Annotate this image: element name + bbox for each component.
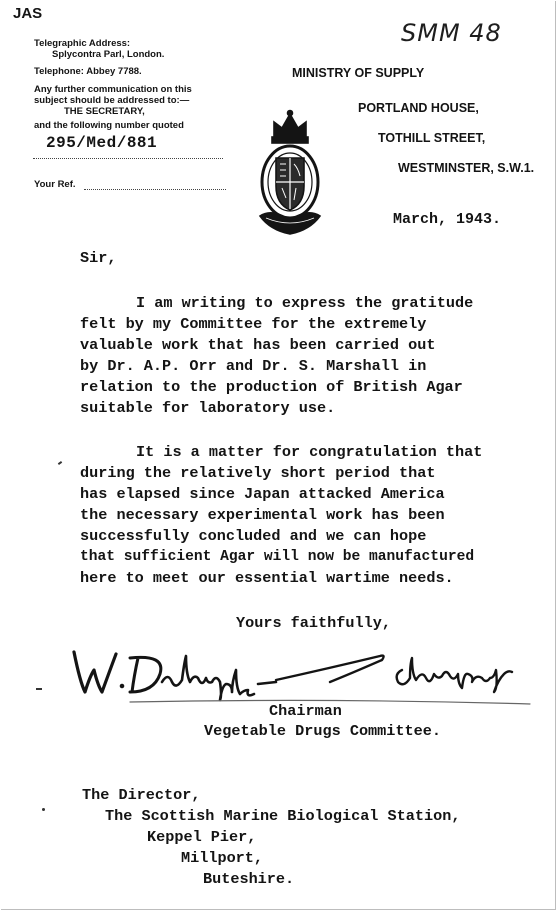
address-line-3: WESTMINSTER, S.W.1. [398,161,535,175]
paragraph2-line2: during the relatively short period that [80,464,436,482]
letter-date: March, 1943. [393,211,502,228]
ministry-name: MINISTRY OF SUPPLY [292,66,425,80]
further-communication-line1: Any further communication on this [34,84,192,95]
recipient-line-2: The Scottish Marine Biological Station, [105,807,461,825]
stray-mark [42,808,45,811]
recipient-line-1: The Director, [82,786,201,804]
paragraph2-line5: successfully concluded and we can hope [80,527,427,545]
paragraph1-line1: I am writing to express the gratitude [136,294,474,312]
paragraph1-line6: suitable for laboratory use. [80,399,336,417]
recipient-line-3: Keppel Pier, [147,828,257,846]
address-line-2: TOTHILL STREET, [378,131,486,145]
number-quoted-line: and the following number quoted [34,120,184,131]
paragraph2-line1: It is a matter for congratulation that [136,443,483,461]
paragraph1-line4: by Dr. A.P. Orr and Dr. S. Marshall in [80,357,427,375]
paragraph1-line2: felt by my Committee for the extremely [80,315,427,333]
handwritten-reference: SMM 48 [401,19,502,47]
signer-title: Chairman [269,702,342,720]
recipient-line-4: Millport, [181,849,264,867]
recipient-line-5: Buteshire. [203,870,295,888]
closing: Yours faithfully, [236,614,391,632]
salutation: Sir, [80,249,117,267]
reference-number: 295/Med/881 [46,134,158,152]
file-initials: JAS [13,5,43,22]
paragraph1-line5: relation to the production of British Agar [80,378,463,396]
telegraphic-address-label: Telegraphic Address: [34,38,131,49]
your-ref-label: Your Ref. [34,179,76,190]
signer-committee: Vegetable Drugs Committee. [204,722,441,740]
paragraph2-line6: that sufficient Agar will now be manufactured [80,549,475,565]
handwritten-signature [30,640,555,710]
paragraph2-line4: the necessary experimental work has been [80,506,445,524]
telegraphic-address-value: Splycontra Parl, London. [52,49,165,60]
your-ref-dotted-rule [84,189,226,190]
reference-dotted-rule [33,158,223,159]
secretary-line: THE SECRETARY, [64,106,145,117]
telephone-number: Telephone: Abbey 7788. [34,66,142,77]
paragraph2-line3: has elapsed since Japan attacked America [80,485,445,503]
royal-crest-icon [252,108,328,238]
further-communication-line2: subject should be addressed to:— [34,95,190,106]
paragraph1-line3: valuable work that has been carried out [80,336,436,354]
paragraph2-line7: here to meet our essential wartime needs. [80,569,454,587]
address-line-1: PORTLAND HOUSE, [358,101,479,115]
